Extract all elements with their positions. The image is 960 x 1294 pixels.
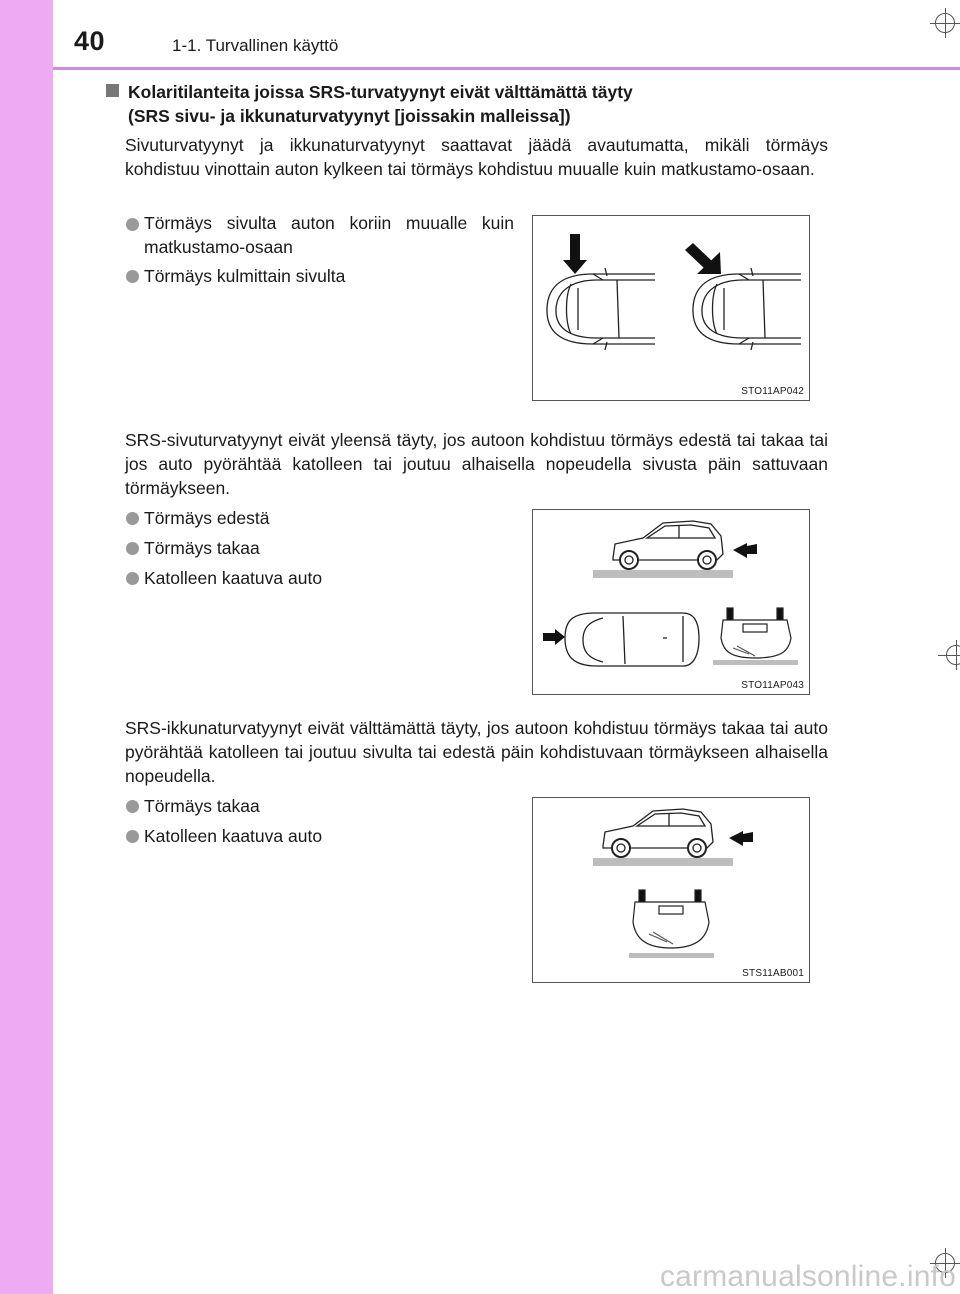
bullet-dot-icon [126, 218, 139, 231]
impact-arrow-icon [733, 543, 757, 558]
figure-code: STS11AB001 [742, 968, 804, 979]
overturned-car-icon [721, 608, 791, 658]
figure-code: STO11AP042 [741, 386, 804, 397]
registration-mark-middle [938, 640, 960, 670]
impact-arrow-icon [729, 831, 753, 846]
figure-front-rear-rollover [532, 509, 810, 695]
bullet-dot-icon [126, 800, 139, 813]
bullet-dot-icon [126, 542, 139, 555]
bullet-item: Törmäys takaa [144, 538, 260, 558]
paragraph-3: SRS-ikkunaturvatyynyt eivät välttämättä täyty, jos autoon kohdistuu törmäys takaa tai auto pyörähtää katolleen tai joutuu sivulta tai edestä päin kohdistuvaan törmäykseen alhaisella nopeudella. [125, 718, 828, 786]
paragraph-2: SRS-sivuturvatyynyt eivät yleensä täyty, jos autoon kohdistuu törmäys edestä tai takaa tai jos auto pyörähtää katolleen tai joutuu alhaisella nopeudella sivusta päin sattuvaan törmäykseen. [125, 430, 828, 498]
page-number: 40 [74, 26, 106, 56]
side-color-strip [0, 0, 53, 1294]
figure-rear-rollover [532, 797, 810, 983]
bullet-dot-icon [126, 572, 139, 585]
impact-arrow-icon [685, 243, 721, 274]
car-side-view-icon [603, 809, 713, 857]
bullet-item: Törmäys edestä [144, 508, 270, 528]
bullet-dot-icon [126, 270, 139, 283]
section-heading-line1: Kolaritilanteita joissa SRS-turvatyynyt eivät välttämättä täyty [128, 82, 633, 102]
bullet-item: Katolleen kaatuva auto [144, 568, 323, 588]
bullet-item: Törmäys takaa [144, 796, 260, 816]
bullet-item: Törmäys sivulta auton koriin muualle kuin matkustamo-osaan [144, 213, 514, 257]
section-heading [128, 80, 848, 128]
section-title: 1-1. Turvallinen käyttö [172, 36, 339, 55]
header-rule [53, 67, 960, 70]
bullet-dot-icon [126, 512, 139, 525]
paragraph-1: Sivuturvatyynyt ja ikkunaturvatyynyt saattavat jäädä avautumatta, mikäli törmäys kohdistuu vinottain auton kylkeen tai törmäys kohdistuu muualle kuin matkustamo-osaan. [125, 135, 828, 179]
bullet-item: Katolleen kaatuva auto [144, 826, 323, 846]
section-heading-line2: (SRS sivu- ja ikkunaturvatyynyt [joissakin malleissa]) [128, 106, 571, 126]
overturned-car-icon [633, 890, 709, 948]
watermark: carmanualsonline.info [659, 1260, 956, 1293]
bullet-item: Törmäys kulmittain sivulta [144, 266, 346, 286]
heading-square-icon [106, 84, 119, 97]
car-side-view-icon [613, 521, 723, 569]
car-top-view-icon [565, 613, 699, 666]
bullet-dot-icon [126, 830, 139, 843]
car-top-view-illustration [533, 216, 809, 400]
car-icon [693, 268, 801, 350]
car-icon [547, 268, 655, 350]
impact-arrow-icon [543, 629, 565, 645]
registration-mark-top [930, 8, 960, 38]
car-impact-illustration [533, 510, 809, 694]
figure-code: STO11AP043 [741, 680, 804, 691]
figure-side-impact [532, 215, 810, 401]
impact-arrow-icon [563, 234, 587, 274]
car-rear-rollover-illustration [533, 798, 809, 982]
